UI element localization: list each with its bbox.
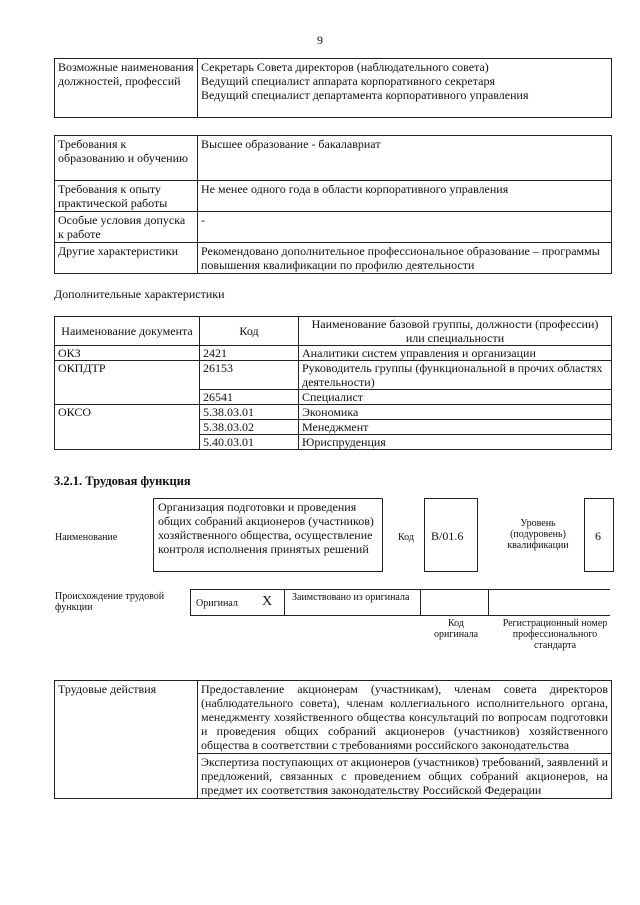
table-row — [55, 361, 612, 390]
table-row — [55, 59, 612, 118]
code-cell: 5.38.03.01 — [200, 405, 299, 420]
reg-number-label: Регистрационный номер профессионального стандарта — [502, 618, 608, 651]
col-header-name: Наименование базовой группы, должности (профессии) или специальности — [299, 317, 612, 346]
code-cell: 26541 — [200, 390, 299, 405]
col-header-code: Код — [200, 317, 299, 346]
additional-characteristics-title: Дополнительные характеристики — [54, 287, 225, 301]
name-cell: Аналитики систем управления и организации — [299, 346, 612, 361]
name-cell: Специалист — [299, 390, 612, 405]
table-header-row — [55, 317, 612, 346]
req-value: Рекомендовано дополнительное профессиональное образование – программы повышения квалификации по профилю деятельности — [198, 243, 612, 274]
job-title-line: Ведущий специалист аппарата корпоративного секретаря — [201, 74, 495, 88]
origin-label: Происхождение трудовой функции — [55, 591, 165, 613]
name-cell: Юриспруденция — [299, 435, 612, 450]
origin-divider — [284, 589, 285, 616]
req-label: Особые условия допуска к работе — [55, 212, 198, 243]
job-title-line: Ведущий специалист департамента корпоративного управления — [201, 88, 529, 102]
table-row — [55, 181, 612, 212]
req-label: Требования к образованию и обучению — [55, 136, 198, 181]
function-code-label: Код — [398, 532, 414, 543]
req-label: Требования к опыту практической работы — [55, 181, 198, 212]
function-name-label: Наименование — [55, 532, 118, 543]
req-value: Не менее одного года в области корпоративного управления — [198, 181, 612, 212]
job-titles-table — [54, 58, 612, 118]
original-mark: X — [262, 594, 273, 609]
requirements-table — [54, 135, 612, 274]
code-cell: 5.40.03.01 — [200, 435, 299, 450]
doc-cell: ОКЗ — [55, 346, 200, 361]
job-titles-values — [198, 59, 612, 118]
req-value: Высшее образование - бакалавриат — [198, 136, 612, 181]
page-number: 9 — [317, 33, 323, 47]
labor-actions-label: Трудовые действия — [55, 681, 198, 799]
labor-actions-table — [54, 680, 612, 799]
req-label: Другие характеристики — [55, 243, 198, 274]
col-header-document: Наименование документа — [55, 317, 200, 346]
code-original-label: Код оригинала — [433, 618, 479, 640]
req-value: - — [198, 212, 612, 243]
code-cell: 5.38.03.02 — [200, 420, 299, 435]
job-title-line: Секретарь Совета директоров (наблюдательного совета) — [201, 60, 489, 74]
code-cell: 26153 — [200, 361, 299, 390]
section-title: 3.2.1. Трудовая функция — [54, 474, 191, 488]
table-row — [55, 681, 612, 754]
qualification-level-value: 6 — [584, 498, 614, 572]
table-row — [55, 243, 612, 274]
function-code-value: B/01.6 — [424, 498, 478, 572]
job-titles-label: Возможные наименования должностей, профессий — [55, 59, 198, 118]
doc-cell: ОКПДТР — [55, 361, 200, 405]
doc-cell: ОКСО — [55, 405, 200, 450]
origin-divider — [488, 589, 489, 616]
name-cell: Руководитель группы (функциональной в прочих областях деятельности) — [299, 361, 612, 390]
table-row — [55, 405, 612, 420]
name-cell: Менеджмент — [299, 420, 612, 435]
labor-action-item: Экспертиза поступающих от акционеров (участников) требований, заявлений и предложений, связанных с проведением общих собраний акционеров, на предмет их соответствия законодательству Российской Федерации — [198, 754, 612, 799]
table-row — [55, 212, 612, 243]
function-name-value: Организация подготовки и проведения общих собраний акционеров (участников) хозяйственного общества, осуществление контроля исполнения принятых решений — [153, 498, 383, 572]
name-cell: Экономика — [299, 405, 612, 420]
original-label: Оригинал — [196, 598, 238, 609]
table-row — [55, 136, 612, 181]
borrowed-label: Заимствовано из оригинала — [292, 592, 410, 603]
additional-characteristics-table — [54, 316, 612, 450]
table-row — [55, 346, 612, 361]
labor-action-item: Предоставление акционерам (участникам), членам совета директоров (наблюдательного совета), членам коллегиального исполнительного органа, менеджменту хозяйственного общества консультаций по вопросам подготовки и проведения общих собраний акционеров (участников) хозяйственного общества в соответствии с требованиями российского законодательства — [198, 681, 612, 754]
code-cell: 2421 — [200, 346, 299, 361]
qualification-level-label: Уровень (подуровень) квалификации — [507, 518, 569, 551]
origin-divider — [420, 589, 421, 616]
